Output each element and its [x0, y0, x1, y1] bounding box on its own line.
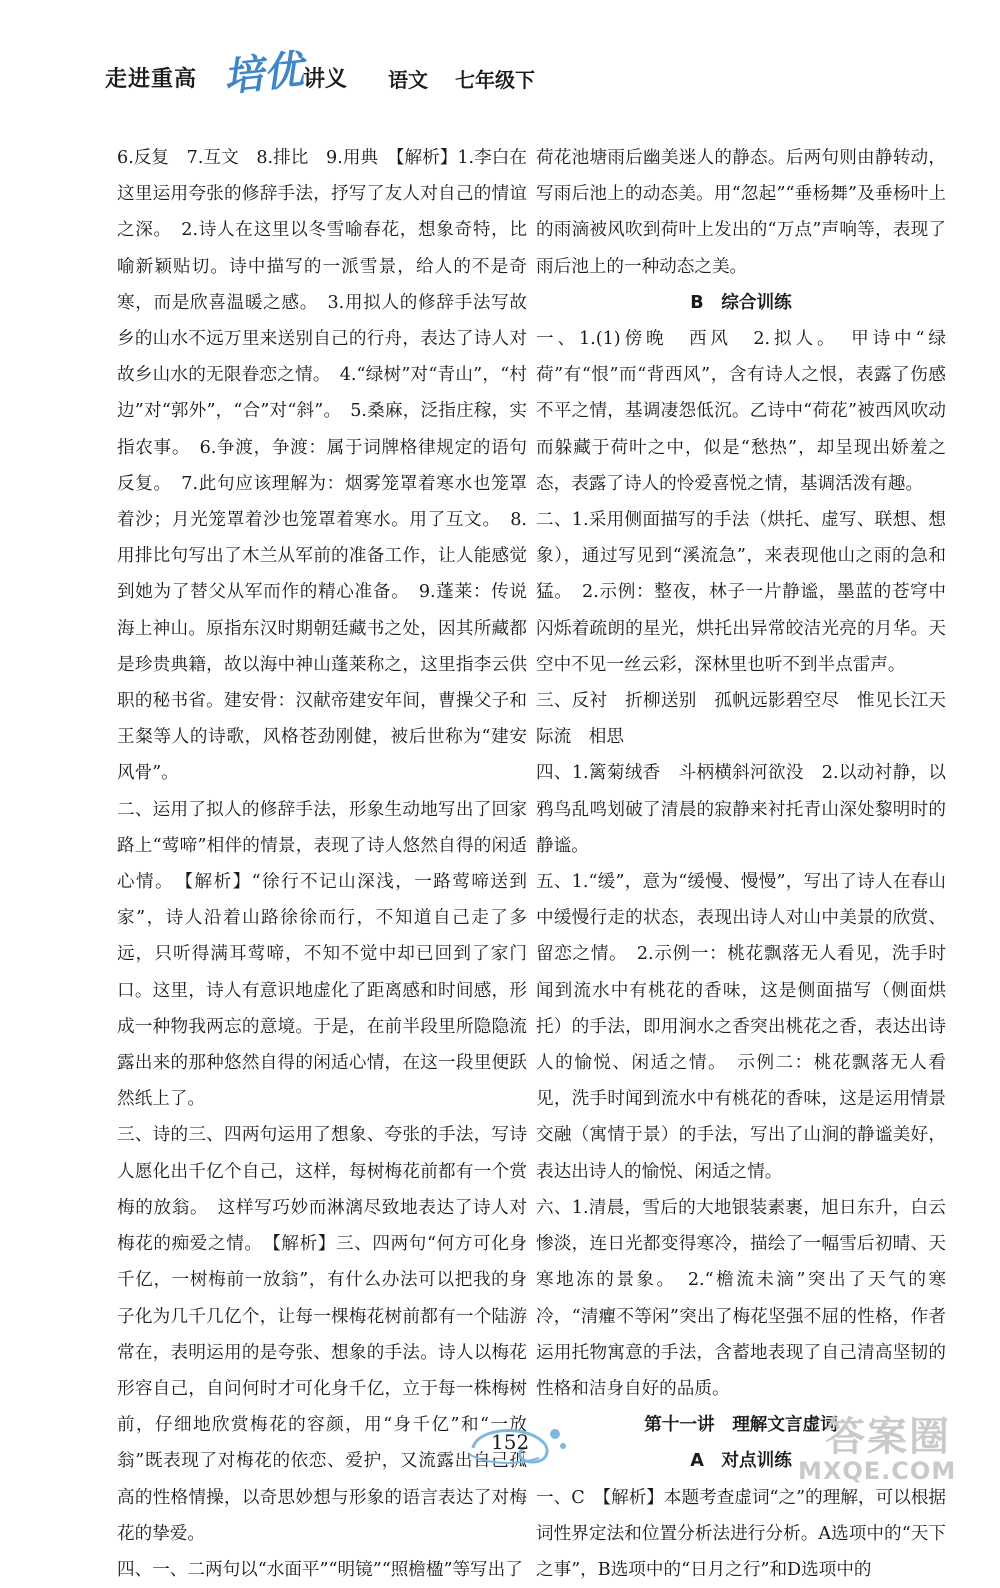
answer-block: 二、1.采用侧面描写的手法（烘托、虚写、联想、想象），通过写见到“溪流急”，来表现他山之雨的急和猛。 2.示例：整夜，林子一片静谧，墨蓝的苍穹中闪烁着疏朗的星光，烘托出异常皎洁光亮的月华。天空中不见一丝云彩，深林里也听不到半点雷声。 [536, 510, 946, 675]
series-suffix: 讲义 [303, 67, 348, 92]
section-heading: B 综合训练 [690, 292, 792, 313]
answer-block: 四、1.篱菊绒香 斗柄横斜河欲没 2.以动衬静，以鸦鸟乱鸣划破了清晨的寂静来衬托青山深处黎明时的静谧。 [536, 763, 946, 856]
series-title: 走进重高 [105, 67, 198, 92]
answer-block: 三、反衬 折柳送别 孤帆远影碧空尽 惟见长江天际流 相思 [536, 691, 946, 748]
watermark-logo: 答案圈 [825, 1414, 951, 1460]
lecture-title: 第十一讲 理解文言虚词 [644, 1415, 838, 1436]
page-number-badge [455, 1418, 575, 1468]
answer-block: 二、运用了拟人的修辞手法，形象生动地写出了回家路上“莺啼”相伴的情景，表现了诗人悠然自得的闲适心情。 【解析】“徐行不记山深浅，一路莺啼送到家”，诗人沿着山路徐徐而行，不知道自己走了多远，只听得满耳莺啼，不知不觉中却已回到了家门口。这里，诗人有意识地虚化了距离感和时间感，形成一种物我两忘的意境。于是，在前半段里所隐隐流露出来的那种悠然自得的闲适心情，在这一段里便跃然纸上了。 [117, 799, 527, 1110]
left-column [117, 140, 530, 1588]
answer-block: 一、C 【解析】本题考查虚词“之”的理解，可以根据词性界定法和位置分析法进行分析。A选项中的“天下之事”，B选项中的“日月之行”和D选项中的 [536, 1487, 946, 1580]
answer-block: 六、1.清晨，雪后的大地银装素裹，旭日东升，白云惨淡，连日光都变得寒冷，描绘了一幅雪后初晴、天寒地冻的景象。 2.“檐流未滴”突出了天气的寒冷，“清癯不等闲”突出了梅花坚强不屈的性格，作者运用托物寓意的手法，含蓄地表现了自己清高坚韧的性格和洁身自好的品质。 [536, 1197, 946, 1399]
answer-block: 6.反复 7.互文 8.排比 9.用典 【解析】1.李白在这里运用夸张的修辞手法，抒写了友人对自己的情谊之深。 2.诗人在这里以冬雪喻春花，想象奇特，比喻新颖贴切。诗中描写的一派雪景，给人的不是奇寒，而是欣喜温暖之感。 3.用拟人的修辞手法写故乡的山水不远万里来送别自己的行舟，表达了诗人对故乡山水的无限眷恋之情。 4.“绿树”对“青山”，“村边”对“郭外”，“合”对“斜”。 5.桑麻，泛指庄稼，实指农事。 6.争渡，争渡：属于词牌格律规定的语句反复。 7.此句应该理解为：烟雾笼罩着寒水也笼罩着沙；月光笼罩着沙也笼罩着寒水。用了互文。 8.用排比句写出了木兰从军前的准备工作，让人能感觉到她为了替父从军而作的精心准备。 9.蓬莱：传说海上神山。原指东汉时期朝廷藏书之处，因其所藏都是珍贵典籍，故以海中神山蓬莱称之，这里指李云供职的秘书省。建安骨：汉献帝建安年间，曹操父子和王粲等人的诗歌，风格苍劲刚健，被后世称为“建安风骨”。 [117, 148, 527, 784]
answer-block: 五、1.“缓”，意为“缓慢、慢慢”，写出了诗人在春山中缓慢行走的状态，表现出诗人对山中美景的欣赏、留恋之情。 2.示例一：桃花飘落无人看见，洗手时闻到流水中有桃花的香味，这是侧面描写（侧面烘托）的手法，即用涧水之香突出桃花之香，表达出诗人的愉悦、闲适之情。 示例二：桃花飘落无人看见，洗手时闻到流水中有桃花的香味，这是运用情景交融（寓情于景）的手法，写出了山涧的静谧美好，表达出诗人的愉悦、闲适之情。 [536, 872, 946, 1182]
watermark [790, 1405, 990, 1490]
answer-block: 四、一、二两句以“水面平”“明镜”“照檐楹”等写出了 [117, 1559, 523, 1580]
page-header [105, 40, 905, 110]
right-column [536, 140, 946, 1588]
answer-block: 荷花池塘雨后幽美迷人的静态。后两句则由静转动，写雨后池上的动态美。用“忽起”“垂杨舞”及垂杨叶上的雨滴被风吹到荷叶上发出的“万点”声响等，表现了雨后池上的一种动态之美。 [536, 148, 946, 277]
page-number: 152 [491, 1430, 530, 1454]
watermark-url: MXQE.COM [798, 1457, 957, 1485]
answer-block: 三、诗的三、四两句运用了想象、夸张的手法，写诗人愿化出千亿个自己，这样，每树梅花前都有一个赏梅的放翁。 这样写巧妙而淋漓尽致地表达了诗人对梅花的痴爱之情。 【解析】三、四两句“何方可化身千亿，一树梅前一放翁”，有什么办法可以把我的身子化为几千几亿个，让每一棵梅花树前都有一个陆游常在，表明运用的是夸张、想象的手法。诗人以梅花形容自己，自问何时才可化身千亿，立于每一株梅树前，仔细地欣赏梅花的容颜，用“身千亿”和“一放翁”既表现了对梅花的依恋、爱护，又流露出自己孤高的性格情操，以奇思妙想与形象的语言表达了对梅花的挚爱。 [117, 1125, 527, 1544]
answer-block: 一、1.(1)傍晚 西风 2.拟人。 甲诗中“绿荷”有“恨”而“背西风”，含有诗人之恨，表露了伤感不平之情，基调凄怨低沉。乙诗中“荷花”被西风吹动而躲藏于荷叶之中，似是“愁热”，却呈现出娇羞之态，表露了诗人的怜爱喜悦之情，基调活泼有趣。 [536, 329, 946, 494]
grade-label: 七年级下 [455, 68, 535, 92]
subject-label: 语文 [388, 68, 428, 92]
series-logo-art: 培优 [221, 46, 306, 102]
section-heading: A 对点训练 [690, 1451, 792, 1472]
